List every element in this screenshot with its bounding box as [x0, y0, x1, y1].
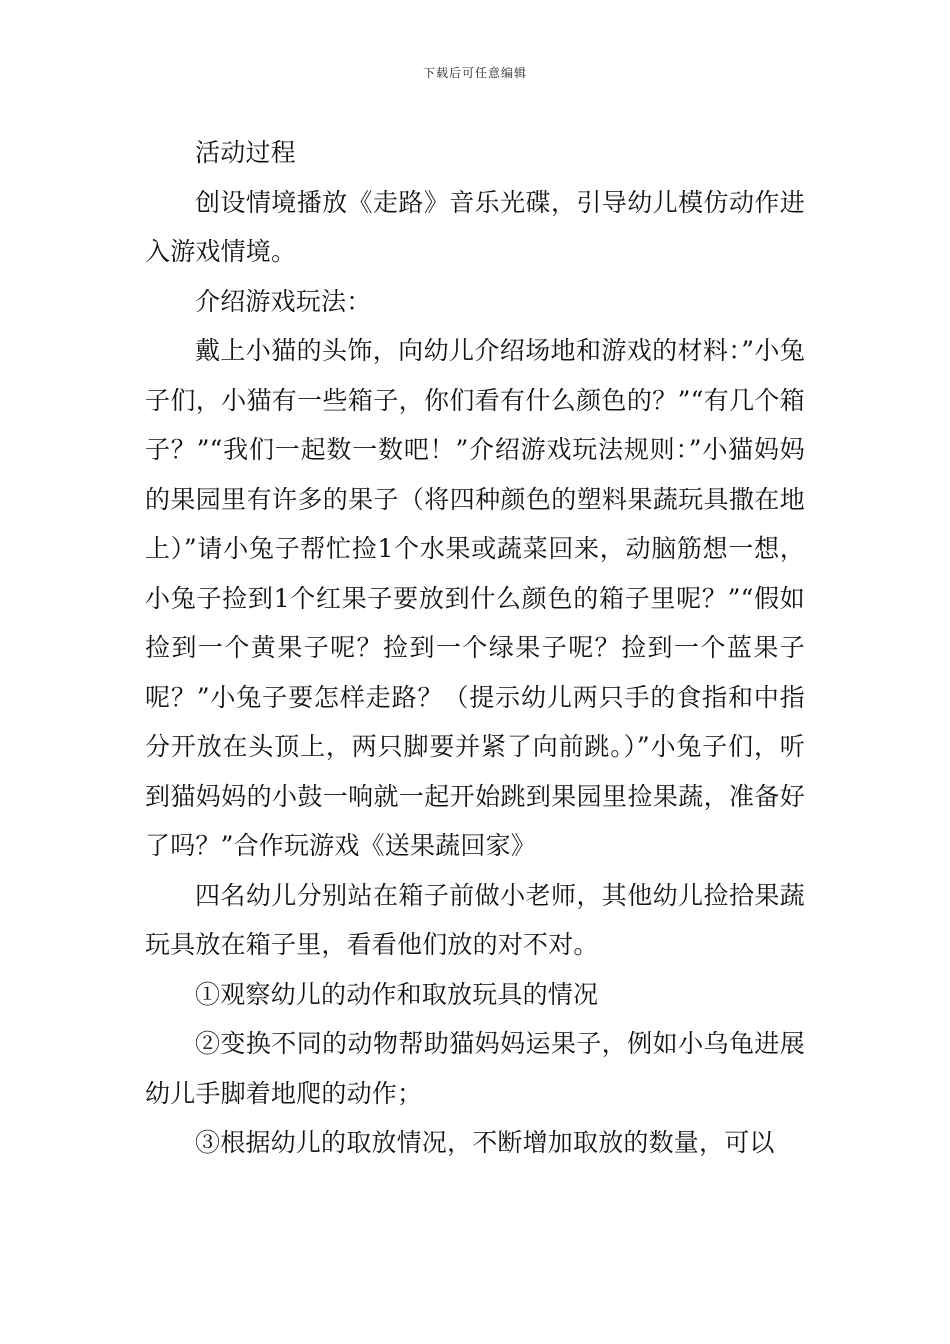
paragraph-four-children: 四名幼儿分别站在箱子前做小老师，其他幼儿捡拾果蔬玩具放在箱子里，看看他们放的对不对。: [145, 880, 805, 959]
paragraph-game-rules: 戴上小猫的头饰，向幼儿介绍场地和游戏的材料：”小兔子们，小猫有一些箱子，你们看有什么颜色的？”“有几个箱子？”“我们一起数一数吧！”介绍游戏玩法规则：”小猫妈妈的果园里有许多的果子（将四种颜色的塑料果蔬玩具撒在地上）”请小兔子帮忙捡1个水果或蔬菜回来，动脑筋想一想，小兔子捡到1个红果子要放到什么颜色的箱子里呢？”“假如捡到一个黄果子呢？捡到一个绿果子呢？捡到一个蓝果子呢？”小兔子要怎样走路？（提示幼儿两只手的食指和中指分开放在头顶上，两只脚要并紧了向前跳。）”小兔子们，听到猫妈妈的小鼓一响就一起开始跳到果园里捡果蔬，准备好了吗？”合作玩游戏《送果蔬回家》: [145, 336, 805, 860]
paragraph-increase: ③根据幼儿的取放情况，不断增加取放的数量，可以: [195, 1128, 775, 1157]
paragraph-create-scene: 创设情境播放《走路》音乐光碟，引导幼儿模仿动作进入游戏情境。: [145, 187, 805, 266]
paragraph-animals: ②变换不同的动物帮助猫妈妈运果子，例如小乌龟进展幼儿手脚着地爬的动作；: [145, 1029, 805, 1108]
document-body: [145, 128, 805, 1168]
paragraph-observe: ①观察幼儿的动作和取放玩具的情况: [195, 979, 599, 1009]
paragraph-activity-process: 活动过程: [195, 138, 296, 167]
page-header-note: 下载后可任意编辑: [422, 66, 527, 80]
paragraph-game-intro: 介绍游戏玩法：: [195, 286, 372, 316]
